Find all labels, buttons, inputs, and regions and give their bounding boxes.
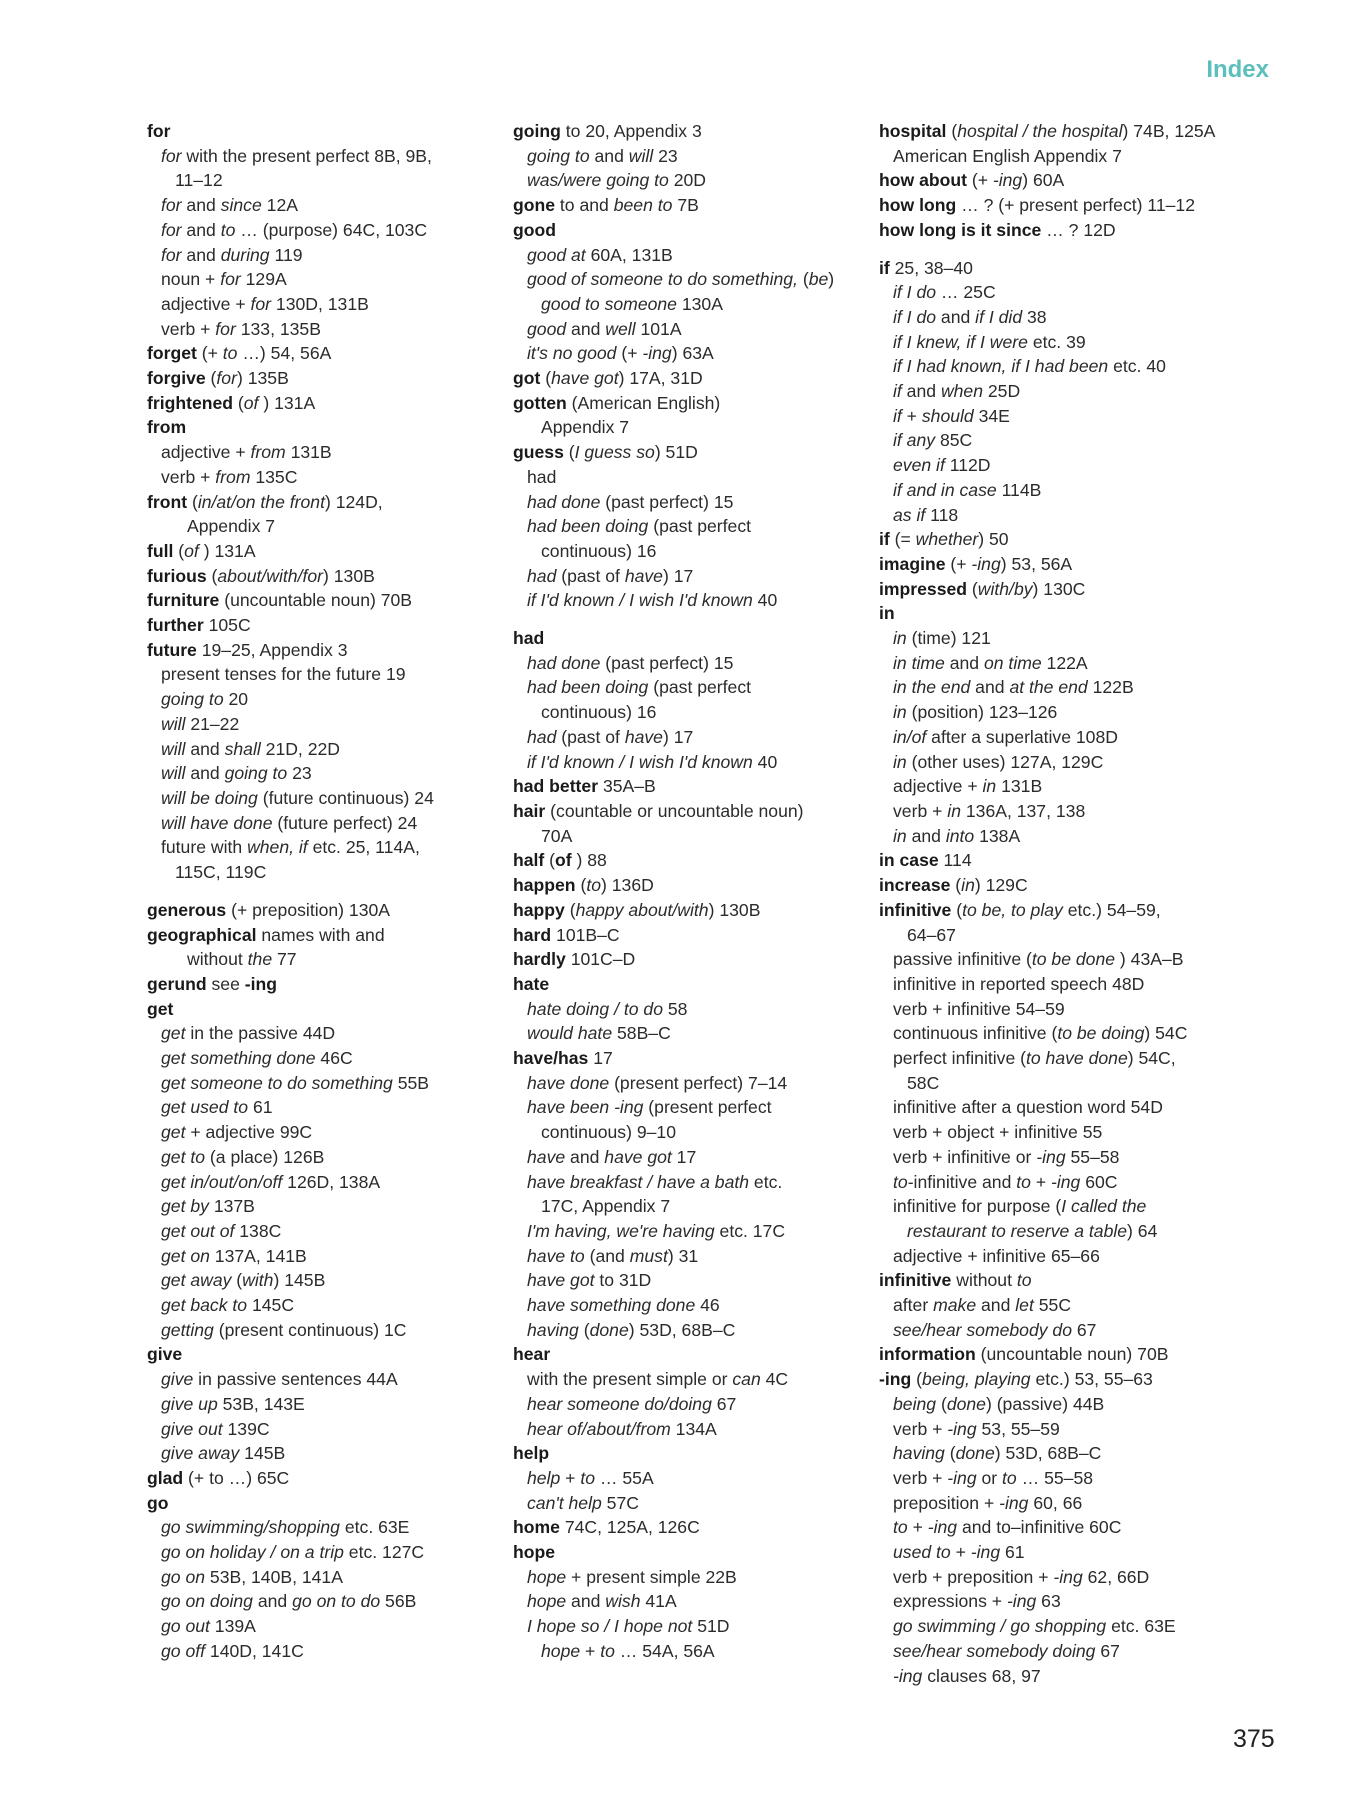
index-subentry: with the present simple or can 4C [527, 1369, 789, 1390]
index-subentry: verb + for 133, 135B [161, 318, 321, 339]
index-headword: have/has 17 [513, 1048, 613, 1069]
index-headword: happen (to) 136D [513, 875, 654, 896]
index-subentry: expressions + -ing 63 [893, 1591, 1061, 1612]
index-subentry: if and when 25D [893, 381, 1021, 402]
index-subentry: have got to 31D [527, 1270, 652, 1291]
index-headword: increase (in) 129C [879, 875, 1028, 896]
index-headword: frightened (of ) 131A [147, 392, 316, 413]
index-subentry: hear someone do/doing 67 [527, 1393, 737, 1414]
index-subentry: it's no good (+ -ing) 63A [527, 343, 714, 364]
index-subentry: 70A [541, 825, 573, 846]
index-subentry: help + to … 55A [527, 1467, 654, 1488]
index-headword: if 25, 38–40 [879, 257, 973, 278]
index-subentry: I'm having, we're having etc. 17C [527, 1220, 786, 1241]
index-subentry: verb + preposition + -ing 62, 66D [893, 1566, 1150, 1587]
index-subentry: verb + -ing 53, 55–59 [893, 1418, 1060, 1439]
index-headword: how long is it since … ? 12D [879, 219, 1116, 240]
index-headword: got (have got) 17A, 31D [513, 368, 703, 389]
index-subentry: get on 137A, 141B [161, 1245, 307, 1266]
index-subentry: hear of/about/from 134A [527, 1418, 717, 1439]
index-subentry: in and into 138A [893, 825, 1021, 846]
index-subentry: in/of after a superlative 108D [893, 726, 1118, 747]
index-subentry: have been -ing (present perfect [527, 1097, 772, 1118]
index-subentry: will 21–22 [161, 713, 240, 734]
index-subentry: give up 53B, 143E [161, 1393, 305, 1414]
index-subentry: get something done 46C [161, 1048, 353, 1069]
index-subentry: see/hear somebody do 67 [893, 1319, 1097, 1340]
index-headword: happy (happy about/with) 130B [513, 899, 761, 920]
index-headword: go [147, 1492, 169, 1513]
index-subentry: for and since 12A [161, 195, 298, 216]
index-subentry: if I had known, if I had been etc. 40 [893, 356, 1166, 377]
index-subentry: verb + in 136A, 137, 138 [893, 800, 1086, 821]
index-subentry: good at 60A, 131B [527, 244, 673, 265]
index-column-3 [879, 119, 1219, 1688]
index-subentry: in (other uses) 127A, 129C [893, 751, 1104, 772]
index-headword: furniture (uncountable noun) 70B [147, 590, 413, 611]
page-number: 375 [1233, 1725, 1275, 1753]
index-headword: guess (I guess so) 51D [513, 442, 698, 463]
index-subentry: get used to 61 [161, 1097, 273, 1118]
index-subentry: have breakfast / have a bath etc. [527, 1171, 783, 1192]
index-subentry: after make and let 55C [893, 1295, 1072, 1316]
index-subentry: without the 77 [187, 949, 297, 970]
index-subentry: had (past of have) 17 [527, 565, 694, 586]
index-headword: forgive (for) 135B [147, 368, 289, 389]
index-subentry: get someone to do something 55B [161, 1072, 430, 1093]
index-headword: half (of ) 88 [513, 850, 607, 871]
index-subentry: present tenses for the future 19 [161, 664, 406, 685]
index-subentry: if I do … 25C [893, 282, 996, 303]
index-headword: gotten (American English) [513, 392, 721, 413]
index-headword: future 19–25, Appendix 3 [147, 639, 348, 660]
index-subentry: adjective + in 131B [893, 776, 1043, 797]
index-subentry: give out 139C [161, 1418, 270, 1439]
index-headword: had better 35A–B [513, 776, 656, 797]
index-column-2 [513, 119, 853, 1664]
index-headword: if (= whether) 50 [879, 529, 1009, 550]
index-headword: imagine (+ -ing) 53, 56A [879, 553, 1073, 574]
index-headword: how long … ? (+ present perfect) 11–12 [879, 195, 1195, 216]
index-subentry: for and to … (purpose) 64C, 103C [161, 219, 428, 240]
index-headword: give [147, 1344, 183, 1365]
index-subentry: continuous) 16 [541, 702, 657, 723]
index-subentry: -ing clauses 68, 97 [893, 1665, 1041, 1686]
index-subentry: get + adjective 99C [161, 1122, 313, 1143]
index-subentry: hope + present simple 22B [527, 1566, 737, 1587]
index-subentry: had done (past perfect) 15 [527, 491, 734, 512]
index-subentry: verb + infinitive or -ing 55–58 [893, 1146, 1120, 1167]
index-subentry: having (done) 53D, 68B–C [527, 1319, 736, 1340]
index-subentry: see/hear somebody doing 67 [893, 1640, 1120, 1661]
index-subentry: go out 139A [161, 1616, 256, 1637]
index-subentry: for and during 119 [161, 244, 303, 265]
index-subentry: 17C, Appendix 7 [541, 1196, 671, 1217]
index-headword: impressed (with/by) 130C [879, 578, 1086, 599]
index-subentry: continuous) 16 [541, 540, 657, 561]
index-headword: gone to and been to 7B [513, 195, 699, 216]
index-headword: further 105C [147, 615, 251, 636]
index-subentry: getting (present continuous) 1C [161, 1319, 407, 1340]
entry-gap [879, 243, 1219, 256]
index-headword: going to 20, Appendix 3 [513, 121, 702, 141]
index-subentry: will and shall 21D, 22D [161, 738, 340, 759]
index-subentry: in time and on time 122A [893, 652, 1088, 673]
index-headword: get [147, 998, 174, 1019]
index-column-1 [147, 119, 487, 1664]
index-subentry: get out of 138C [161, 1220, 282, 1241]
index-subentry: get back to 145C [161, 1295, 295, 1316]
index-subentry: if I'd known / I wish I'd known 40 [527, 590, 778, 611]
index-headword: hardly 101C–D [513, 949, 636, 970]
index-subentry: Appendix 7 [187, 516, 276, 537]
index-subentry: go off 140D, 141C [161, 1640, 304, 1661]
index-headword: full (of ) 131A [147, 540, 256, 561]
index-subentry: for with the present perfect 8B, 9B, [161, 145, 432, 166]
index-headword: for [147, 121, 171, 141]
index-headword: from [147, 417, 187, 438]
index-subentry: if and in case 114B [893, 479, 1042, 500]
index-subentry: infinitive in reported speech 48D [893, 973, 1145, 994]
index-subentry: even if 112D [893, 455, 991, 476]
index-headword: infinitive (to be, to play etc.) 54–59, [879, 899, 1161, 920]
index-title: Index [1206, 56, 1269, 83]
index-headword: -ing (being, playing etc.) 53, 55–63 [879, 1369, 1153, 1390]
index-subentry: 58C [907, 1072, 940, 1093]
index-subentry: had done (past perfect) 15 [527, 652, 734, 673]
index-subentry: go on doing and go on to do 56B [161, 1591, 417, 1612]
index-subentry: noun + for 129A [161, 269, 287, 290]
index-subentry: 11–12 [175, 170, 223, 191]
index-headword: front (in/at/on the front) 124D, [147, 491, 383, 512]
index-subentry: verb + -ing or to … 55–58 [893, 1467, 1094, 1488]
index-subentry: can't help 57C [527, 1492, 639, 1513]
index-subentry: would hate 58B–C [527, 1023, 671, 1044]
index-subentry: being (done) (passive) 44B [893, 1393, 1105, 1414]
index-headword: good [513, 219, 556, 240]
index-subentry: go swimming/shopping etc. 63E [161, 1517, 410, 1538]
index-subentry: get in the passive 44D [161, 1023, 336, 1044]
index-headword: home 74C, 125A, 126C [513, 1517, 700, 1538]
index-headword: generous (+ preposition) 130A [147, 899, 391, 920]
index-subentry: if I do and if I did 38 [893, 306, 1047, 327]
index-subentry: going to 20 [161, 689, 249, 710]
index-subentry: 64–67 [907, 924, 956, 945]
index-subentry: infinitive for purpose (I called the [893, 1196, 1147, 1217]
index-subentry: restaurant to reserve a table) 64 [907, 1220, 1158, 1241]
index-subentry: good and well 101A [527, 318, 682, 339]
index-subentry: get in/out/on/off 126D, 138A [161, 1171, 381, 1192]
index-subentry: verb + object + infinitive 55 [893, 1122, 1103, 1143]
index-subentry: Appendix 7 [541, 417, 630, 438]
index-subentry: had been doing (past perfect [527, 677, 752, 698]
index-subentry: verb + from 135C [161, 466, 298, 487]
index-subentry: adjective + infinitive 65–66 [893, 1245, 1100, 1266]
index-headword: hard 101B–C [513, 924, 620, 945]
index-headword: gerund see -ing [147, 973, 278, 994]
index-headword: hospital (hospital / the hospital) 74B, 125A [879, 121, 1216, 141]
index-subentry: adjective + for 130D, 131B [161, 293, 369, 314]
index-headword: information (uncountable noun) 70B [879, 1344, 1169, 1365]
index-subentry: perfect infinitive (to have done) 54C, [893, 1048, 1176, 1069]
index-subentry: in (time) 121 [893, 628, 991, 649]
index-subentry: if I'd known / I wish I'd known 40 [527, 751, 778, 772]
index-headword: glad (+ to …) 65C [147, 1467, 290, 1488]
index-subentry: have done (present perfect) 7–14 [527, 1072, 788, 1093]
index-subentry: passive infinitive (to be done ) 43A–B [893, 949, 1184, 970]
index-subentry: had [527, 466, 557, 487]
index-subentry: if I knew, if I were etc. 39 [893, 331, 1086, 352]
index-subentry: will and going to 23 [161, 763, 312, 784]
index-subentry: infinitive after a question word 54D [893, 1097, 1163, 1118]
index-subentry: hope and wish 41A [527, 1591, 677, 1612]
index-headword: infinitive without to [879, 1270, 1032, 1291]
index-subentry: to + -ing and to–infinitive 60C [893, 1517, 1122, 1538]
index-headword: help [513, 1443, 550, 1464]
index-subentry: give in passive sentences 44A [161, 1369, 398, 1390]
index-subentry: having (done) 53D, 68B–C [893, 1443, 1102, 1464]
index-headword: in case 114 [879, 850, 972, 871]
index-subentry: in (position) 123–126 [893, 702, 1058, 723]
index-subentry: get away (with) 145B [161, 1270, 326, 1291]
index-subentry: go swimming / go shopping etc. 63E [893, 1616, 1176, 1637]
index-subentry: going to and will 23 [527, 145, 678, 166]
index-subentry: preposition + -ing 60, 66 [893, 1492, 1083, 1513]
index-subentry: hate doing / to do 58 [527, 998, 688, 1019]
entry-gap [147, 885, 487, 898]
index-subentry: had (past of have) 17 [527, 726, 694, 747]
index-subentry: go on holiday / on a trip etc. 127C [161, 1542, 425, 1563]
index-headword: hope [513, 1542, 556, 1563]
index-subentry: used to + -ing 61 [893, 1542, 1025, 1563]
index-headword: forget (+ to …) 54, 56A [147, 343, 332, 364]
index-subentry: if + should 34E [893, 405, 1010, 426]
index-subentry: get by 137B [161, 1196, 255, 1217]
index-subentry: if any 85C [893, 430, 973, 451]
index-subentry: verb + infinitive 54–59 [893, 998, 1065, 1019]
index-subentry: was/were going to 20D [527, 170, 706, 191]
index-headword: hear [513, 1344, 551, 1365]
index-subentry: adjective + from 131B [161, 442, 332, 463]
index-subentry: go on 53B, 140B, 141A [161, 1566, 343, 1587]
index-subentry: have and have got 17 [527, 1146, 697, 1167]
index-subentry: as if 118 [893, 504, 959, 525]
index-headword: hate [513, 973, 550, 994]
index-subentry: hope + to … 54A, 56A [541, 1640, 715, 1661]
index-subentry: will have done (future perfect) 24 [161, 812, 418, 833]
index-subentry: will be doing (future continuous) 24 [161, 787, 434, 808]
index-subentry: good of someone to do something, (be) [527, 269, 835, 290]
index-headword: in [879, 603, 895, 624]
index-subentry: I hope so / I hope not 51D [527, 1616, 730, 1637]
index-subentry: give away 145B [161, 1443, 286, 1464]
index-headword: had [513, 628, 545, 649]
index-subentry: good to someone 130A [541, 293, 723, 314]
index-subentry: had been doing (past perfect [527, 516, 752, 537]
index-headword: geographical names with and [147, 924, 385, 945]
index-subentry: continuous infinitive (to be doing) 54C [893, 1023, 1188, 1044]
index-headword: hair (countable or uncountable noun) [513, 800, 804, 821]
index-subentry: 115C, 119C [175, 862, 267, 883]
index-subentry: in the end and at the end 122B [893, 677, 1134, 698]
index-subentry: have something done 46 [527, 1295, 720, 1316]
index-headword: furious (about/with/for) 130B [147, 565, 375, 586]
index-subentry: American English Appendix 7 [893, 145, 1122, 166]
entry-gap [513, 613, 853, 626]
index-subentry: get to (a place) 126B [161, 1146, 325, 1167]
index-subentry: future with when, if etc. 25, 114A, [161, 837, 420, 858]
index-headword: how about (+ -ing) 60A [879, 170, 1065, 191]
index-subentry: continuous) 9–10 [541, 1122, 676, 1143]
index-subentry: have to (and must) 31 [527, 1245, 699, 1266]
index-subentry: to-infinitive and to + -ing 60C [893, 1171, 1118, 1192]
